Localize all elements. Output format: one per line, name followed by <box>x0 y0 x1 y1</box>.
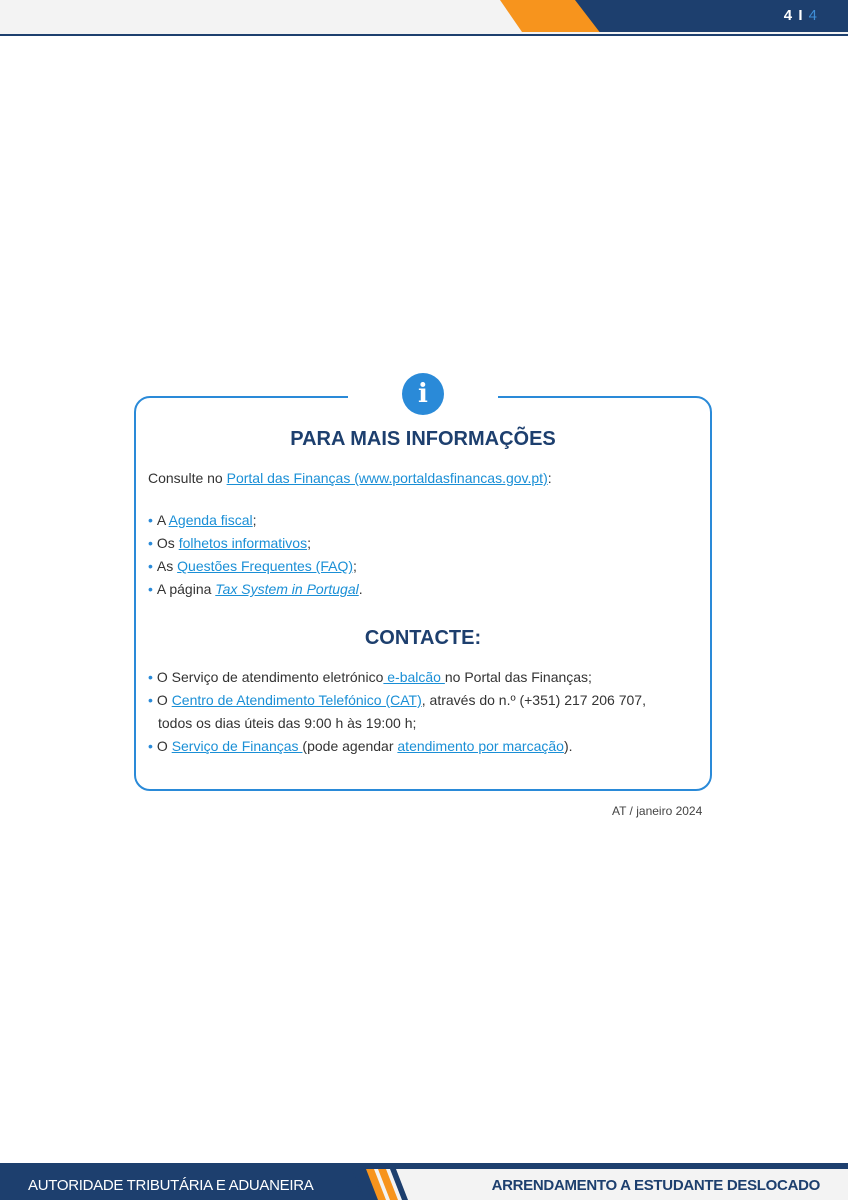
consult-line <box>148 470 552 486</box>
footer-stripes-decoration <box>352 1169 412 1200</box>
bullet: • <box>148 512 153 528</box>
page-header <box>0 0 848 36</box>
servico-financas-link[interactable]: Serviço de Finanças <box>171 738 303 754</box>
cat-link[interactable]: Centro de Atendimento Telefónico (CAT) <box>171 692 422 708</box>
list-item <box>148 581 363 597</box>
folhetos-link[interactable]: folhetos informativos <box>178 535 308 551</box>
tax-system-link[interactable]: Tax System in Portugal <box>215 581 359 597</box>
footer-organization: AUTORIDADE TRIBUTÁRIA E ADUANEIRA <box>28 1177 314 1194</box>
date-note: AT / janeiro 2024 <box>612 804 703 818</box>
list-item <box>148 512 257 528</box>
item-prefix: A <box>156 512 169 528</box>
bullet: • <box>148 738 153 754</box>
list-item-continuation: todos os dias úteis das 9:00 h às 19:00 h; <box>158 715 417 731</box>
item-suffix: no Portal das Finanças; <box>444 669 592 685</box>
footer-document-title: ARRENDAMENTO A ESTUDANTE DESLOCADO <box>491 1177 820 1194</box>
marcacao-link[interactable]: atendimento por marcação <box>397 738 564 754</box>
bullet: • <box>148 535 153 551</box>
item-prefix: O <box>156 738 172 754</box>
item-prefix: O <box>156 692 172 708</box>
bullet: • <box>148 692 153 708</box>
item-suffix: ; <box>252 512 257 528</box>
list-item <box>148 535 311 551</box>
info-title: PARA MAIS INFORMAÇÕES <box>290 428 556 450</box>
page-footer <box>0 1169 848 1200</box>
item-suffix: , através do n.º (+351) 217 206 707, <box>421 692 646 708</box>
page-total: 4 <box>808 7 818 24</box>
bullet: • <box>148 581 153 597</box>
info-icon: i <box>402 373 444 415</box>
list-item <box>148 558 357 574</box>
list-item <box>148 692 646 708</box>
page-separator: I <box>798 7 804 24</box>
item-prefix: As <box>156 558 178 574</box>
item-suffix: . <box>358 581 363 597</box>
list-item <box>148 669 592 685</box>
item-prefix: Os <box>156 535 179 551</box>
item-suffix: ; <box>307 535 311 551</box>
contact-title: CONTACTE: <box>364 627 482 649</box>
agenda-fiscal-link[interactable]: Agenda fiscal <box>168 512 253 528</box>
list-item <box>148 738 573 754</box>
item-suffix: ; <box>353 558 357 574</box>
consult-prefix: Consulte no <box>148 470 227 486</box>
consult-suffix: : <box>547 470 552 486</box>
item-prefix: A página <box>156 581 216 597</box>
info-icon-wrap <box>348 372 498 416</box>
page-current: 4 <box>783 7 794 24</box>
item-prefix: O Serviço de atendimento eletrónico <box>156 669 384 685</box>
faq-link[interactable]: Questões Frequentes (FAQ) <box>177 558 353 574</box>
bullet: • <box>148 558 153 574</box>
portal-link[interactable]: Portal das Finanças (www.portaldasfinancas.gov.pt) <box>226 470 548 486</box>
e-balcao-link[interactable]: e-balcão <box>383 669 445 685</box>
item-middle: (pode agendar <box>302 738 398 754</box>
item-suffix: ). <box>563 738 573 754</box>
page-number <box>784 7 818 24</box>
bullet: • <box>148 669 153 685</box>
